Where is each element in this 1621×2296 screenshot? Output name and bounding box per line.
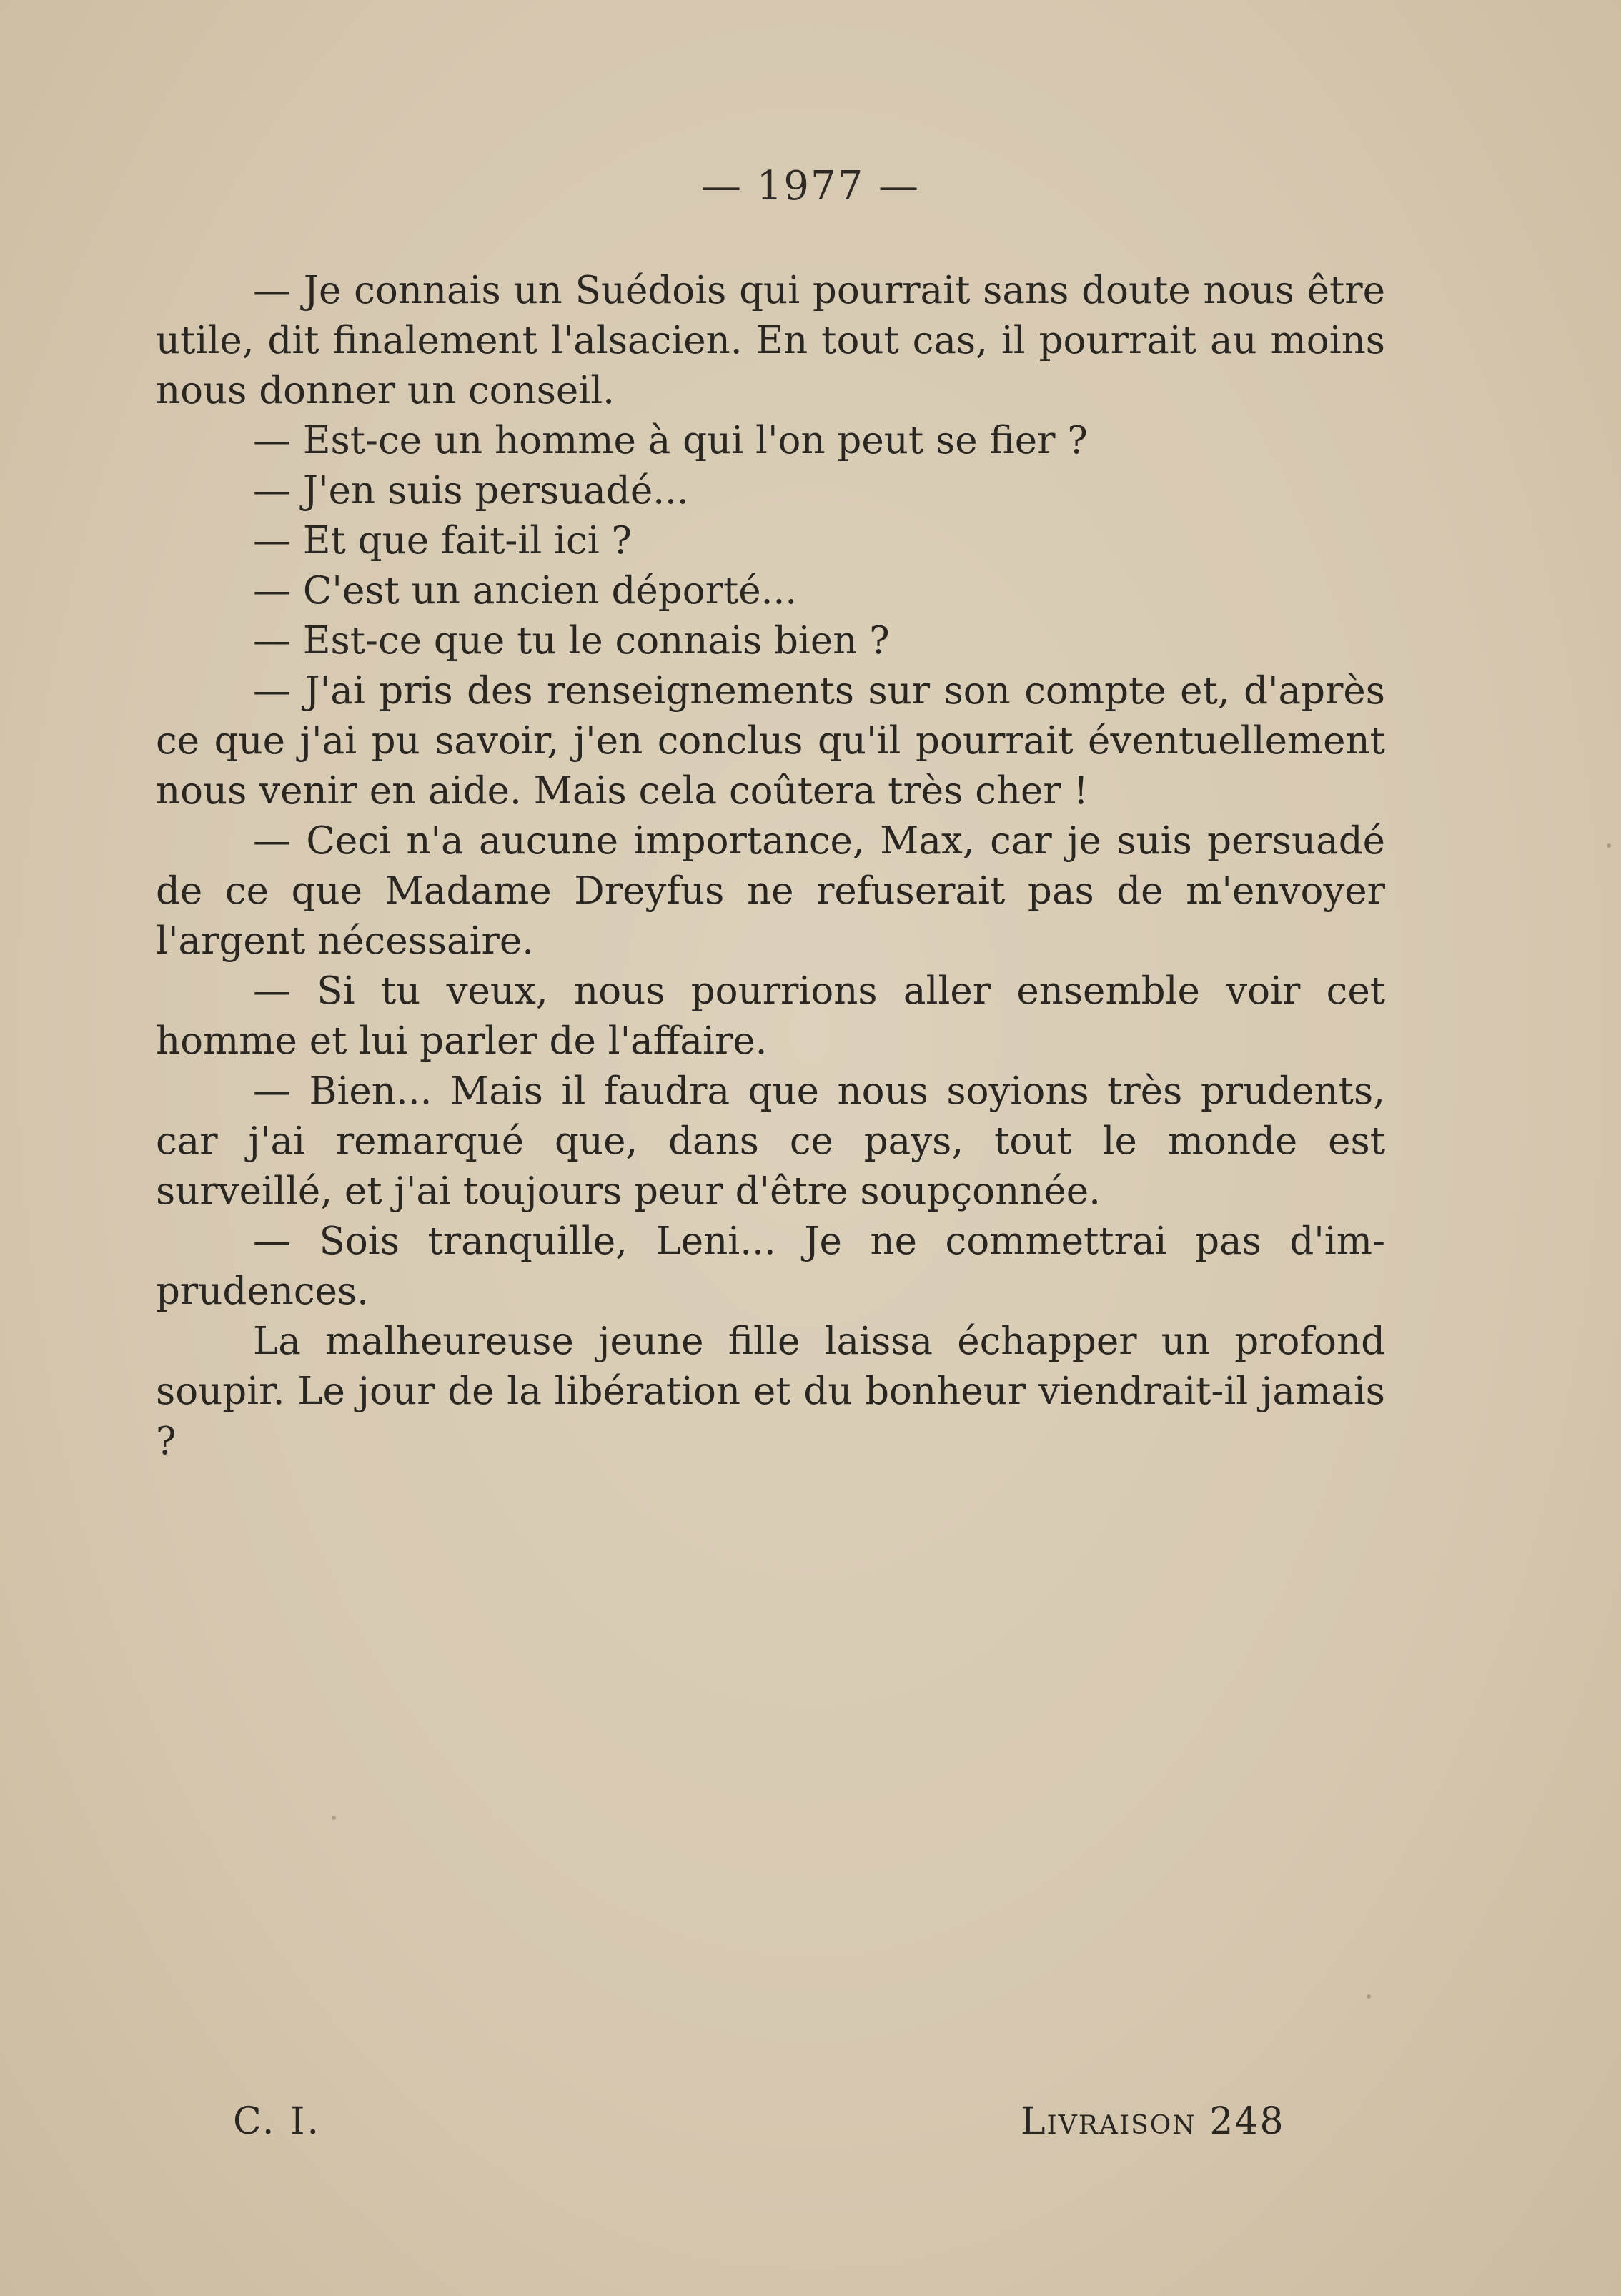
paragraph: La malheureuse jeune fille laissa échapper un profond soupir. Le jour de la libération et du bonheur viendrait-il jamais ? [156, 1320, 1385, 1463]
paragraph: — Si tu veux, nous pourrions aller ensemble voir cet homme et lui parler de l'affaire. [156, 969, 1385, 1063]
paper-speck [1367, 1994, 1371, 1999]
paper-speck [1607, 843, 1611, 848]
paragraph: — Est-ce un homme à qui l'on peut se fier ? [253, 419, 1088, 462]
paragraph: — C'est un ancien déporté... [253, 569, 798, 613]
body-text [156, 266, 1385, 1467]
paragraph: — Est-ce que tu le connais bien ? [253, 619, 890, 663]
paragraph: — Sois tranquille, Leni... Je ne commettrai pas d'imprudences. [156, 1219, 1385, 1313]
paragraph: — Ceci n'a aucune importance, Max, car je suis persuadé de ce que Madame Dreyfus ne refuserait pas de m'envoyer l'argent nécessaire. [156, 819, 1385, 963]
signature-mark: C. I. [233, 2100, 322, 2143]
paragraph: — Bien... Mais il faudra que nous soyions très prudents, car j'ai remarqué que, dans ce pays, tout le monde est surveillé, et j'ai toujours peur d'être soupçonnée. [156, 1069, 1385, 1213]
page-number: — 1977 — [700, 163, 921, 209]
paragraph: — J'ai pris des renseignements sur son compte et, d'après ce que j'ai pu savoir, j'en conclus qu'il pourrait éventuellement nous venir en aide. Mais cela coûtera très cher ! [156, 669, 1385, 813]
installment-label: Livraison 248 [1021, 2100, 1285, 2143]
paper-speck [332, 1816, 336, 1820]
paragraph: — J'en suis persuadé... [253, 469, 689, 513]
paragraph: — Je connais un Suédois qui pourrait sans doute nous être utile, dit finalement l'alsacien. En tout cas, il pourrait au moins nous donner un conseil. [156, 269, 1385, 412]
paragraph: — Et que fait-il ici ? [253, 519, 632, 563]
